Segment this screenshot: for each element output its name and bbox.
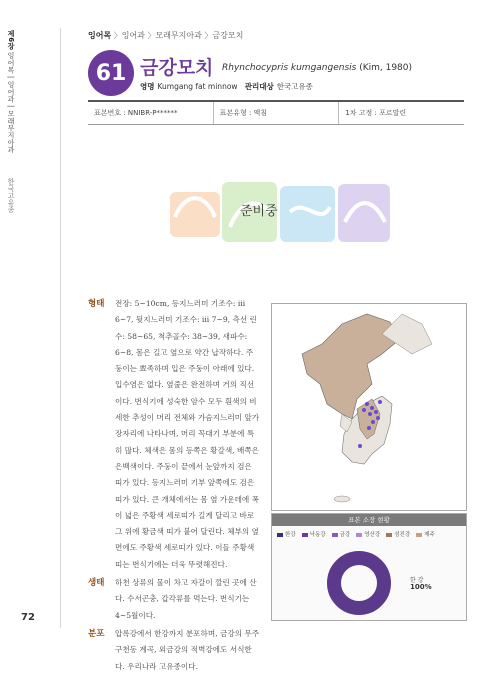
sidebar-chapter: 제6장 잉어목 | 잉어과 | 모래무지아과 bbox=[7, 30, 15, 154]
section-morphology: 형태 전장: 5~10cm, 등지느러미 기조수: iii 6~7, 뒷지느러미 기조수: iii 7~9, 측선 린수: 58~65, 척추골수: 38~39, 새파수: 6~8, 몸은 길고 옆으로 약간 납작하다. 주둥이는 뾰족하며 입은 주둥이 아래에 있다. 입수염은 없다. 옆줄은 완전하며 거의 직선이다. 번식기에 성숙한 암수 모두 흰색의 비세한 추성이 머리 전체와 가슴지느러미 앞가장자리에 나타나며, 머리 꼭대기 부분에 특히 많다. 체색은 몸의 등쪽은 황갈색, 배쪽은 은백색이다. 주둥이 끝에서 눈앞까지 검은 띠가 있다. 등지느러미 기부 앞쪽에도 검은 띠가 있다. 큰 개체에서는 몸 옆 가운데에 폭이 넓은 주황색 세로띠가 길게 달리고 바로 그 위에 황금색 띠가 붙어 달린다. 체부의 옆면에도 주황색 세로띠가 있다. 이들 주황색 띠는 번식기에는 더욱 뚜렷해진다. bbox=[88, 299, 260, 569]
specimen-pie-chart bbox=[271, 513, 467, 621]
slice-percent: 100% bbox=[410, 583, 432, 591]
legend-item: 영산강 bbox=[356, 530, 380, 538]
section-ecology: 생태 하천 상류의 물이 차고 자갈이 깔린 곳에 산다. 수서곤충, 갑각류를 먹는다. 번식기는 4~5월이다. bbox=[88, 578, 257, 620]
species-scientific-name: Rhynchocypris kumgangensis (Kim, 1980) bbox=[222, 63, 413, 73]
legend-item: 섬진강 bbox=[386, 530, 410, 538]
section-distribution: 분포 압록강에서 한강까지 분포하며, 금강의 무주 구천동 계곡, 외금강의 적벽강에도 서식한다. 우리나라 고유종이다. bbox=[88, 628, 260, 671]
species-meta: 영명 Kumgang fat minnow 관리대상 한국고유종 bbox=[140, 82, 313, 91]
page-number: 72 bbox=[21, 612, 35, 623]
specimen-number: 표본번호 : NNIBR-P****** bbox=[88, 102, 214, 124]
legend-item: 제주 bbox=[416, 530, 435, 538]
distribution-map bbox=[271, 303, 467, 511]
image-placeholder-label: 준비중 bbox=[240, 204, 278, 219]
donut-slice-hangang bbox=[320, 550, 398, 616]
breadcrumb: 잉어목 〉잉어과 〉모래무지아과 〉금강모치 bbox=[88, 31, 244, 40]
legend-item: 금강 bbox=[332, 530, 351, 538]
legend-item: 낙동강 bbox=[302, 530, 326, 538]
chart-title: 표본 소장 현황 bbox=[272, 514, 466, 526]
chart-legend bbox=[272, 526, 466, 542]
specimen-fixation: 1차 고정 : 포르말린 bbox=[345, 109, 407, 117]
species-korean-name: 금강모치 bbox=[140, 57, 214, 79]
specimen-type: 표본유형 : 액침 bbox=[214, 102, 340, 124]
slice-label: 한 강 bbox=[410, 577, 424, 584]
description bbox=[88, 296, 260, 677]
image-placeholder-art bbox=[160, 172, 400, 252]
species-number-badge: 61 bbox=[88, 50, 134, 96]
divider bbox=[60, 28, 61, 628]
legend-item: 한강 bbox=[277, 530, 296, 538]
specimen-info-table bbox=[88, 100, 464, 125]
sidebar-category: 한국고유종 bbox=[7, 178, 15, 213]
